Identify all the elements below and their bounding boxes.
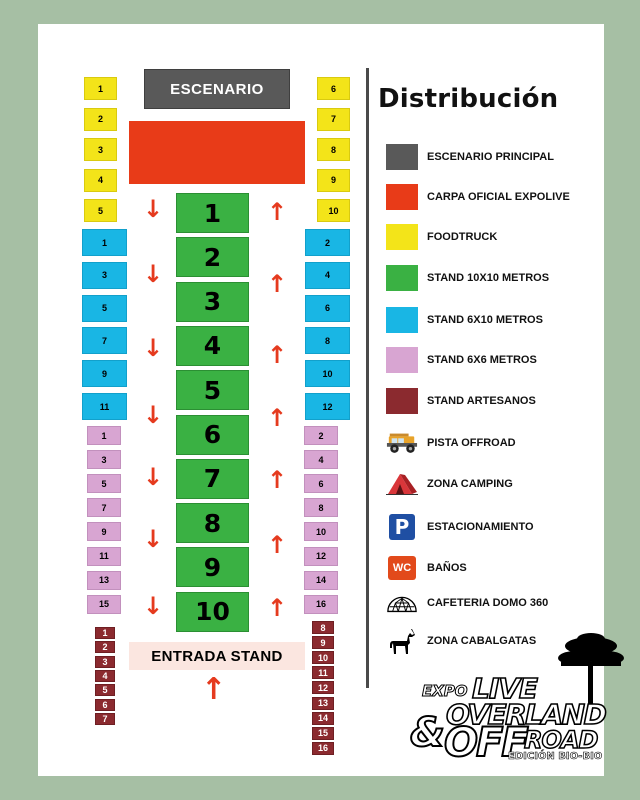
stand-6x10: 10 (305, 360, 350, 387)
foodtruck-slot: 5 (84, 199, 117, 222)
stand-artesano: 13 (312, 697, 334, 710)
stand-10x10: 1 (176, 193, 249, 233)
stand-10x10: 5 (176, 370, 249, 410)
stand-artesano: 12 (312, 681, 334, 694)
official-tent-area (129, 121, 305, 184)
foodtruck-slot: 2 (84, 108, 117, 131)
stand-6x6: 15 (87, 595, 121, 614)
parking-icon: P (386, 514, 418, 540)
stand-artesano: 16 (312, 742, 334, 755)
arrow-up-icon: ↑ (266, 466, 288, 494)
stand-6x10: 6 (305, 295, 350, 322)
legend-swatch (386, 347, 418, 373)
offroad-truck-icon (386, 430, 418, 456)
stand-10x10: 7 (176, 459, 249, 499)
legend-item (386, 307, 543, 333)
legend-label: ZONA CAMPING (427, 478, 513, 490)
legend-swatch (386, 144, 418, 170)
horse-icon (386, 628, 418, 654)
logo-live: LIVE (472, 672, 538, 705)
stand-6x6: 9 (87, 522, 121, 541)
stand-6x10: 7 (82, 327, 127, 354)
stand-6x6: 7 (87, 498, 121, 517)
stand-6x10: 1 (82, 229, 127, 256)
legend-title: Distribución (378, 84, 559, 114)
stand-6x6: 2 (304, 426, 338, 445)
stand-6x6: 3 (87, 450, 121, 469)
logo-road: ROAD (524, 726, 598, 754)
legend-label: STAND 6X10 METROS (427, 314, 543, 326)
arrow-down-icon: ↓ (142, 401, 164, 429)
stand-10x10: 10 (176, 592, 249, 632)
stand-10x10: 8 (176, 503, 249, 543)
stand-6x6: 13 (87, 571, 121, 590)
logo-overland: OVERLAND (446, 698, 606, 731)
stand-artesano: 3 (95, 656, 115, 668)
arrow-down-icon: ↓ (142, 592, 164, 620)
legend-item (386, 265, 549, 291)
legend-label: PISTA OFFROAD (427, 437, 516, 449)
stand-6x10: 11 (82, 393, 127, 420)
legend-swatch (386, 307, 418, 333)
legend-label: FOODTRUCK (427, 231, 498, 243)
stand-artesano: 2 (95, 641, 115, 653)
stage-label: ESCENARIO (170, 80, 264, 98)
stand-artesano: 11 (312, 666, 334, 679)
legend-item (386, 555, 467, 581)
legend-swatch (386, 388, 418, 414)
stand-10x10: 6 (176, 415, 249, 455)
stand-6x6: 14 (304, 571, 338, 590)
logo-expo: EXPO (422, 682, 468, 700)
arrow-down-icon: ↓ (142, 463, 164, 491)
geodesic-dome-icon (386, 590, 418, 616)
stand-10x10: 3 (176, 282, 249, 322)
legend-label: CARPA OFICIAL EXPOLIVE (427, 191, 570, 203)
legend-swatch (386, 265, 418, 291)
legend-item (386, 388, 536, 414)
legend-item (386, 430, 516, 456)
stand-6x10: 3 (82, 262, 127, 289)
legend-item (386, 224, 497, 250)
legend-item (386, 184, 570, 210)
stand-6x6: 4 (304, 450, 338, 469)
legend-item (386, 514, 534, 540)
expo-logo (410, 632, 628, 772)
stand-artesano: 1 (95, 627, 115, 639)
logo-edition: EDICIÓN BIO-BIO (508, 751, 603, 762)
stand-6x10: 2 (305, 229, 350, 256)
stand-6x6: 16 (304, 595, 338, 614)
legend-label: CAFETERIA DOMO 360 (427, 597, 549, 609)
arrow-up-icon: ↑ (266, 270, 288, 298)
legend-swatch (386, 224, 418, 250)
arrow-down-icon: ↓ (142, 525, 164, 553)
legend-item (386, 590, 548, 616)
stand-artesano: 10 (312, 651, 334, 664)
stand-artesano: 8 (312, 621, 334, 634)
arrow-down-icon: ↓ (142, 260, 164, 288)
foodtruck-slot: 10 (317, 199, 350, 222)
stand-6x6: 11 (87, 547, 121, 566)
stand-10x10: 4 (176, 326, 249, 366)
stand-6x6: 8 (304, 498, 338, 517)
entrance-label-text: ENTRADA STAND (151, 647, 283, 665)
arrow-up-icon: ↑ (266, 531, 288, 559)
arrow-up-icon: ↑ (266, 404, 288, 432)
logo-off: OFF (444, 720, 527, 766)
foodtruck-slot: 1 (84, 77, 117, 100)
stand-10x10: 9 (176, 547, 249, 587)
wc-icon: WC (386, 555, 418, 581)
stand-artesano: 14 (312, 712, 334, 725)
stand-6x6: 6 (304, 474, 338, 493)
foodtruck-slot: 4 (84, 169, 117, 192)
foodtruck-slot: 9 (317, 169, 350, 192)
arrow-up-icon: ↑ (266, 198, 288, 226)
legend-label: STAND ARTESANOS (427, 395, 536, 407)
arrow-up-icon: ↑ (266, 594, 288, 622)
arrow-down-icon: ↓ (142, 334, 164, 362)
legend-label: ZONA CABALGATAS (427, 635, 537, 647)
legend-label: ESTACIONAMIENTO (427, 521, 534, 533)
stand-artesano: 9 (312, 636, 334, 649)
stand-artesano: 5 (95, 684, 115, 696)
stand-6x10: 5 (82, 295, 127, 322)
stand-6x10: 8 (305, 327, 350, 354)
legend-label: STAND 6X6 METROS (427, 354, 537, 366)
entrance-arrow-up: ↑ (201, 672, 227, 707)
stand-artesano: 6 (95, 699, 115, 711)
legend-label: STAND 10X10 METROS (427, 272, 550, 284)
legend-item (386, 347, 537, 373)
stand-6x6: 10 (304, 522, 338, 541)
foodtruck-slot: 7 (317, 108, 350, 131)
legend-label: ESCENARIO PRINCIPAL (427, 151, 554, 163)
legend-item (386, 144, 554, 170)
entrance-label (129, 642, 305, 670)
stand-6x10: 4 (305, 262, 350, 289)
vertical-divider (366, 68, 369, 688)
logo-ampersand: & (410, 710, 445, 756)
arrow-down-icon: ↓ (142, 195, 164, 223)
legend-label: BAÑOS (427, 562, 467, 574)
legend-swatch (386, 184, 418, 210)
stand-artesano: 4 (95, 670, 115, 682)
stand-artesano: 15 (312, 727, 334, 740)
foodtruck-slot: 3 (84, 138, 117, 161)
legend-item (386, 471, 513, 497)
stand-6x6: 5 (87, 474, 121, 493)
foodtruck-slot: 6 (317, 77, 350, 100)
stand-artesano: 7 (95, 713, 115, 725)
stand-6x6: 12 (304, 547, 338, 566)
stand-10x10: 2 (176, 237, 249, 277)
stand-6x10: 12 (305, 393, 350, 420)
camping-tent-icon (386, 471, 418, 497)
stand-6x10: 9 (82, 360, 127, 387)
foodtruck-slot: 8 (317, 138, 350, 161)
arrow-up-icon: ↑ (266, 341, 288, 369)
stand-6x6: 1 (87, 426, 121, 445)
stage-block (144, 69, 290, 109)
